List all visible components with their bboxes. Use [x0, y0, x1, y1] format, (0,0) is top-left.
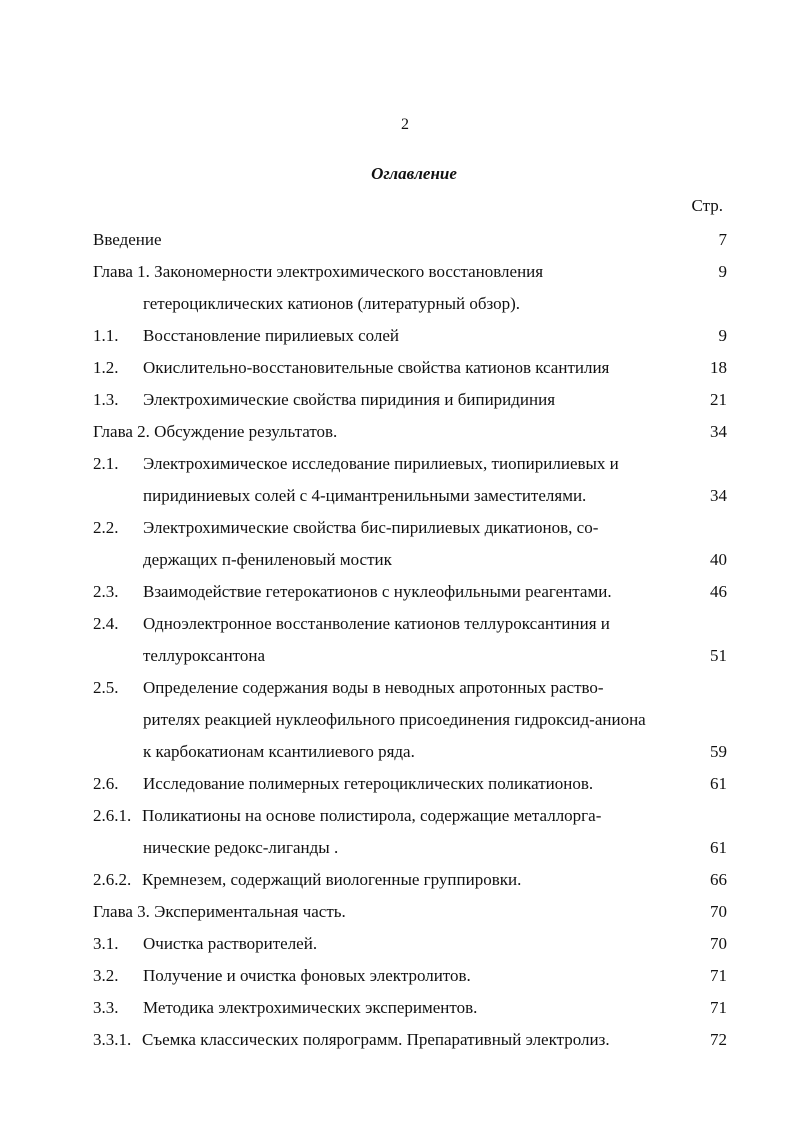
toc-entry-number: 3.2.: [93, 966, 119, 985]
toc-entry-text: Поликатионы на основе полистирола, содержащие металлорга-: [142, 806, 602, 825]
toc-entry-page: 70: [710, 934, 727, 953]
toc-entry-page: 61: [710, 838, 727, 857]
toc-entry-text: гетероциклических катионов (литературный обзор).: [143, 294, 521, 313]
toc-entry-text: Глава 1. Закономерности электрохимического восстановления: [93, 262, 544, 281]
toc-entry-text: Съемка классических полярограмм. Препаративный электролиз.: [142, 1030, 610, 1049]
toc-entry-number: 2.6.2.: [93, 870, 132, 889]
toc-entry-number: 1.3.: [93, 390, 119, 409]
toc-entry-number: 2.6.: [93, 774, 119, 793]
toc-entry-number: 2.5.: [93, 678, 119, 697]
toc-entry-text: Электрохимические свойства бис-пирилиевых дикатионов, со-: [143, 518, 599, 537]
toc-entry-page: 21: [710, 390, 727, 409]
toc-entry-page: 70: [710, 902, 727, 921]
toc-entry-page: 46: [710, 582, 727, 601]
toc-entry-number: 2.4.: [93, 614, 119, 633]
toc-entry-number: 1.2.: [93, 358, 119, 377]
toc-entry-page: 40: [710, 550, 727, 569]
toc-entry-page: 34: [710, 422, 727, 441]
toc-entry-text: Электрохимическое исследование пирилиевых, тиопирилиевых и: [143, 454, 619, 473]
page-column-header: Стр.: [691, 196, 723, 215]
toc-entry-text: Одноэлектронное восстанволение катионов теллуроксантиния и: [143, 614, 610, 633]
toc-entry-page: 71: [710, 966, 727, 985]
toc-entry-text: Глава 2. Обсуждение результатов.: [93, 422, 338, 441]
toc-entry-page: 9: [718, 326, 727, 345]
toc-entry-page: 7: [718, 230, 727, 249]
toc-entry-page: 51: [710, 646, 727, 665]
toc-entry-page: 66: [710, 870, 727, 889]
toc-entry-number: 3.3.: [93, 998, 119, 1017]
toc-entry-number: 2.1.: [93, 454, 119, 473]
toc-entry-text: теллуроксантона: [143, 646, 266, 665]
toc-entry-text: Методика электрохимических экспериментов.: [143, 998, 478, 1017]
toc-entry-page: 18: [710, 358, 727, 377]
toc-entry-page: 9: [718, 262, 727, 281]
toc-entry-text: к карбокатионам ксантилиевого ряда.: [143, 742, 415, 761]
toc-entry-number: 2.3.: [93, 582, 119, 601]
toc-entry-text: Восстановление пирилиевых солей: [143, 326, 400, 345]
toc-entry-text: Электрохимические свойства пиридиния и бипиридиния: [143, 390, 556, 409]
toc-entry-text: Получение и очистка фоновых электролитов.: [143, 966, 471, 985]
toc-entry-text: держащих п-фениленовый мостик: [143, 550, 392, 569]
page-number: 2: [401, 116, 409, 133]
toc-entry-text: Очистка растворителей.: [143, 934, 318, 953]
toc-entry-page: 61: [710, 774, 727, 793]
toc-entry-text: Глава 3. Экспериментальная часть.: [93, 902, 346, 921]
toc-entry-number: 2.2.: [93, 518, 119, 537]
toc-entry-number: 3.3.1.: [93, 1030, 132, 1049]
toc-title: Оглавление: [371, 164, 457, 183]
toc-entry-text: Исследование полимерных гетероциклических поликатионов.: [143, 774, 594, 793]
toc-entry-number: 1.1.: [93, 326, 119, 345]
toc-entry-page: 72: [710, 1030, 727, 1049]
toc-entry-text: Введение: [93, 230, 162, 249]
toc-entry-page: 34: [710, 486, 727, 505]
toc-entry-page: 59: [710, 742, 727, 761]
toc-entry-text: Кремнезем, содержащий виологенные группировки.: [142, 870, 522, 889]
toc-entry-text: пиридиниевых солей с 4-цимантренильными заместителями.: [143, 486, 587, 505]
toc-entry-text: рителях реакцией нуклеофильного присоединения гидроксид-аниона: [143, 710, 646, 729]
toc-entry-text: Определение содержания воды в неводных апротонных раство-: [143, 678, 604, 697]
toc-entry-text: Взаимодействие гетерокатионов с нуклеофильными реагентами.: [143, 582, 612, 601]
toc-entry-number: 3.1.: [93, 934, 119, 953]
toc-entry-page: 71: [710, 998, 727, 1017]
toc-entry-text: Окислительно-восстановительные свойства катионов ксантилия: [143, 358, 610, 377]
toc-entry-text: нические редокс-лиганды .: [143, 838, 339, 857]
toc-entry-number: 2.6.1.: [93, 806, 132, 825]
